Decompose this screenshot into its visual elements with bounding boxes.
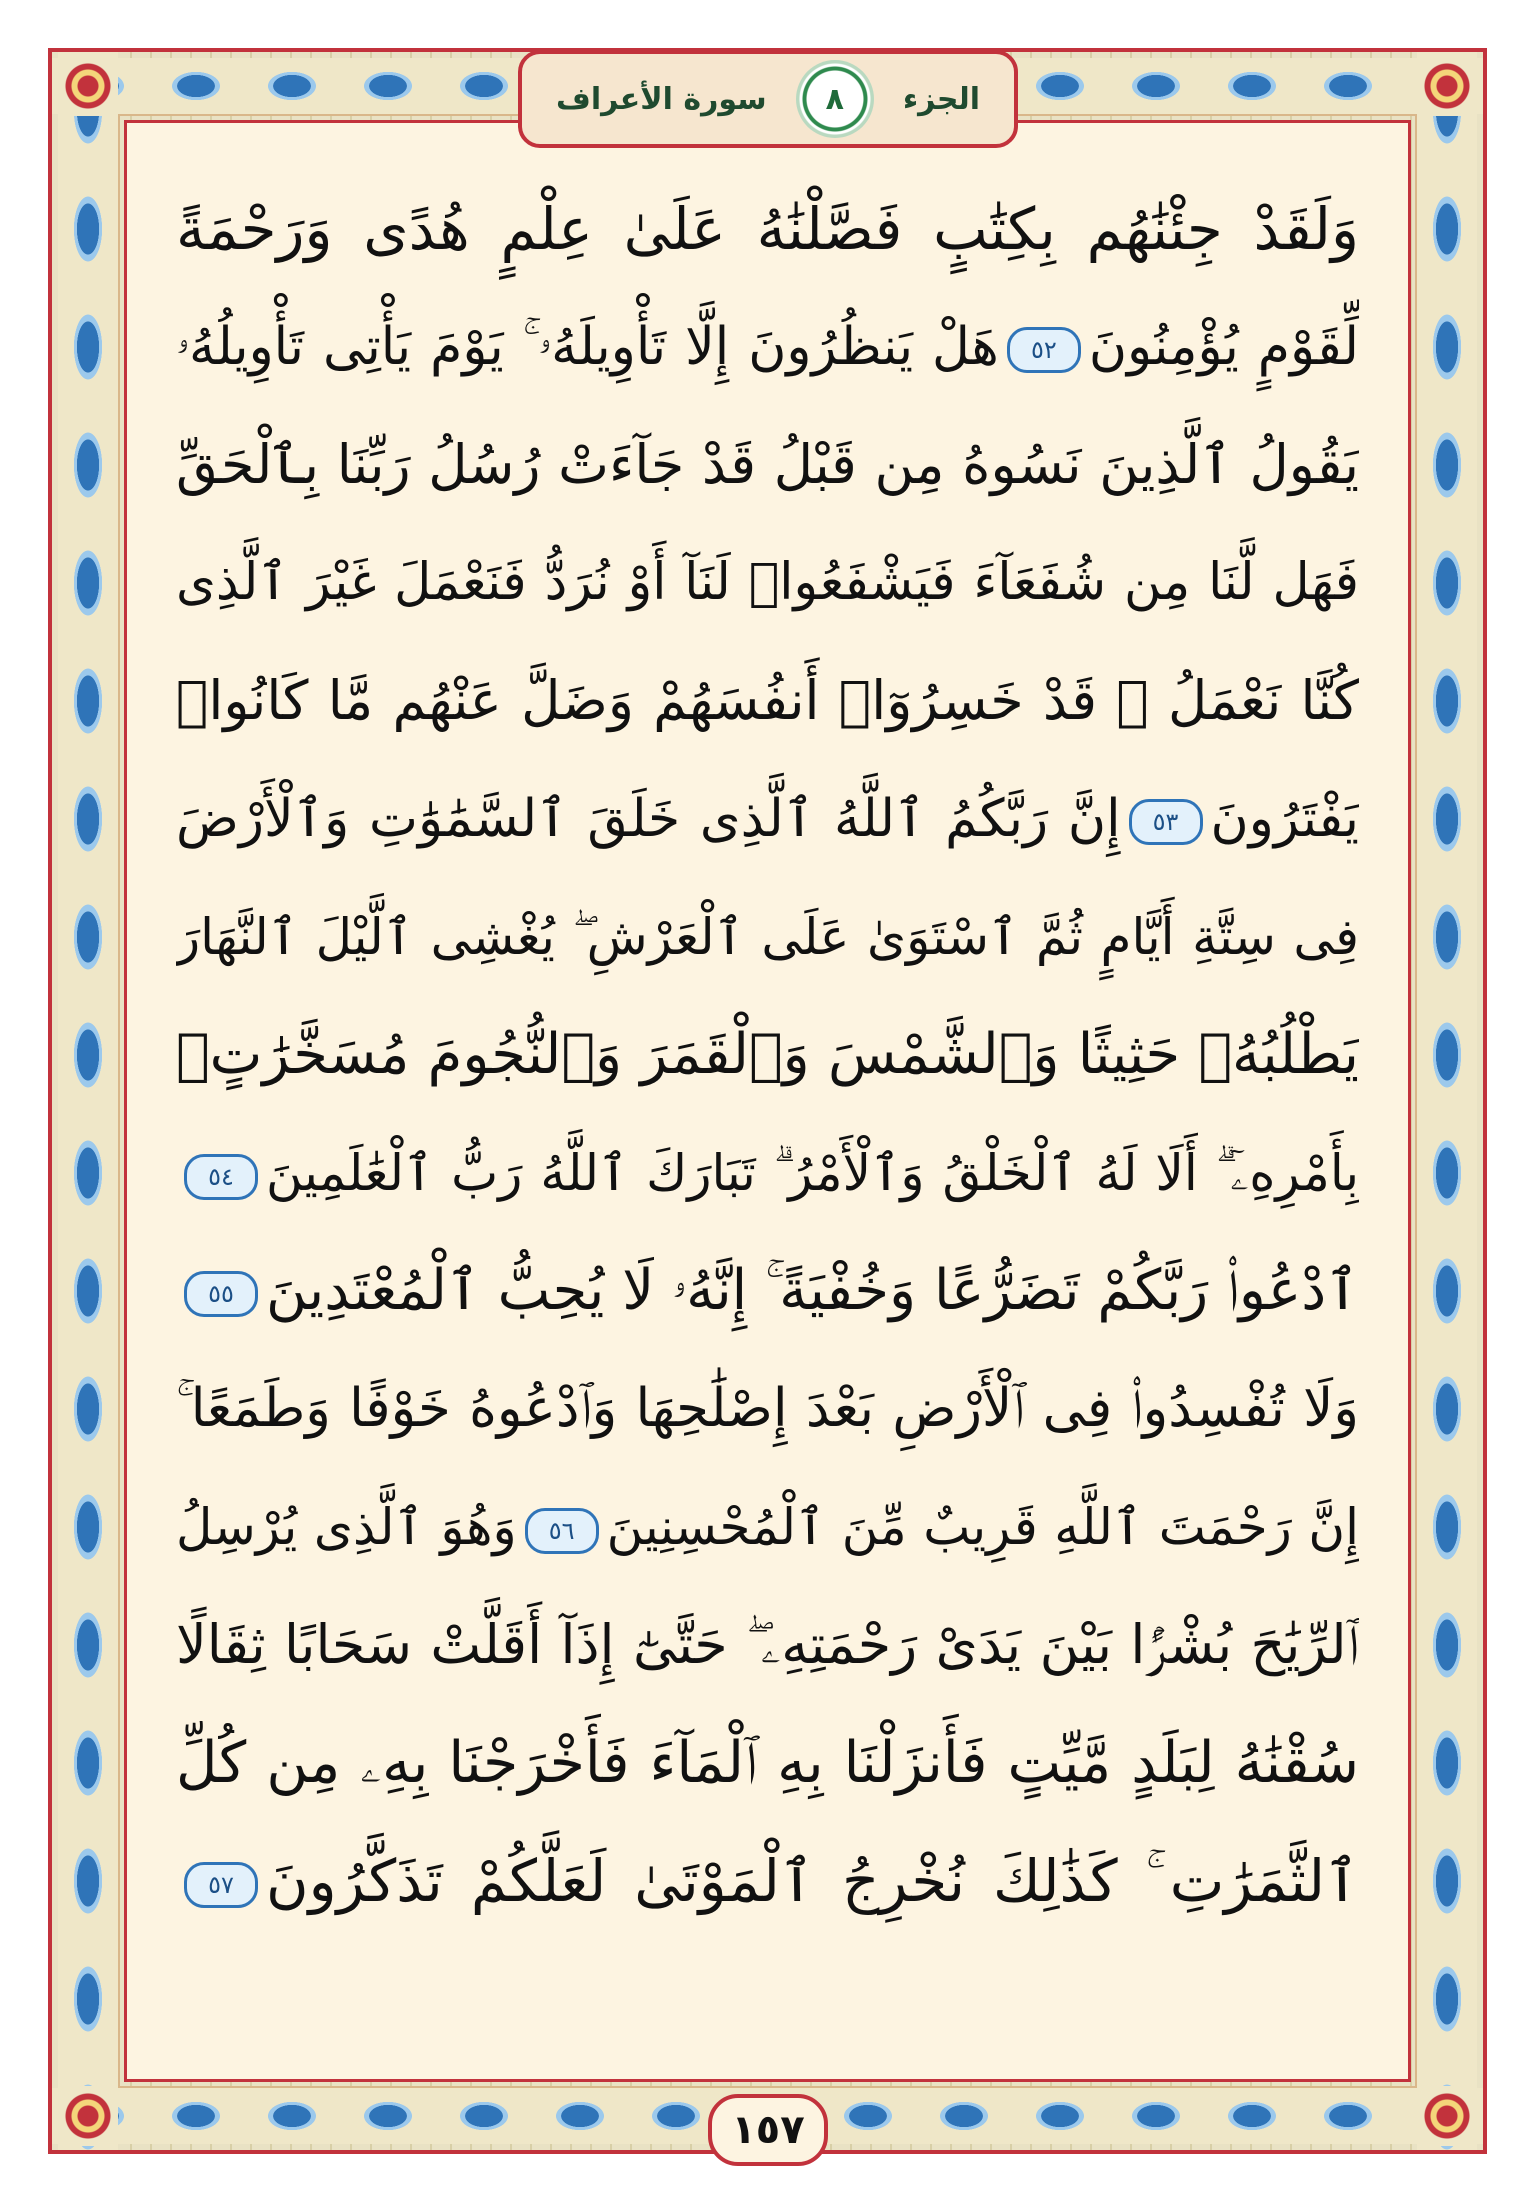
ayah-marker: ٥٥ [184,1271,258,1317]
verse-line: إِنَّ رَحْمَتَ ٱللَّهِ قَرِيبٌ مِّنَ ٱلْمُحْسِنِينَ٥٦وَهُوَ ٱلَّذِى يُرْسِلُ [176,1498,1359,1556]
frame-band-left [58,52,118,2150]
page-header [518,50,1018,148]
verse-line: سُقْنَٰهُ لِبَلَدٍ مَّيِّتٍ فَأَنزَلْنَا بِهِ ٱلْمَآءَ فَأَخْرَجْنَا بِهِۦ مِن كُلِّ [176,1730,1359,1796]
verse-line: بِأَمْرِهِۦٓ ۗ أَلَا لَهُ ٱلْخَلْقُ وَٱلْأَمْرُ ۗ تَبَارَكَ ٱللَّهُ رَبُّ ٱلْعَٰلَمِينَ٥٤ [176,1114,1359,1232]
ayah-marker: ٥٤ [184,1154,258,1200]
verse-line: وَلَقَدْ جِئْنَٰهُم بِكِتَٰبٍ فَصَّلْنَٰهُ عَلَىٰ عِلْمٍ هُدًى وَرَحْمَةً [176,195,1359,263]
verse-line: لِّقَوْمٍ يُؤْمِنُونَ٥٢هَلْ يَنظُرُونَ إِلَّا تَأْوِيلَهُۥ ۚ يَوْمَ يَأْتِى تَأْوِيلُهُۥ [176,317,1359,377]
surah-name: سورة الأعراف [556,81,767,117]
verse-line: ٱدْعُوا۟ رَبَّكُمْ تَضَرُّعًا وَخُفْيَةً ۚ إِنَّهُۥ لَا يُحِبُّ ٱلْمُعْتَدِينَ٥٥ [176,1232,1359,1350]
verse-line: ٱلثَّمَرَٰتِ ۚ كَذَٰلِكَ نُخْرِجُ ٱلْمَوْتَىٰ لَعَلَّكُمْ تَذَكَّرُونَ٥٧ [176,1822,1359,1940]
corner-rosette-icon [58,2086,118,2146]
juz-medallion-icon [796,60,874,138]
verse-line: يَفْتَرُونَ٥٣إِنَّ رَبَّكُمُ ٱللَّهُ ٱلَّذِى خَلَقَ ٱلسَّمَٰوَٰتِ وَٱلْأَرْضَ [176,789,1359,849]
verse-line: يَطْلُبُهُۥ حَثِيثًا وَٱلشَّمْسَ وَٱلْقَمَرَ وَٱلنُّجُومَ مُسَخَّرَٰتٍۭ [176,1022,1359,1087]
verse-line: وَلَا تُفْسِدُوا۟ فِى ٱلْأَرْضِ بَعْدَ إِصْلَٰحِهَا وَٱدْعُوهُ خَوْفًا وَطَمَعًا ۚ [176,1378,1359,1439]
corner-rosette-icon [1417,56,1477,116]
verse-line: كُنَّا نَعْمَلُ ۚ قَدْ خَسِرُوٓا۟ أَنفُسَهُمْ وَضَلَّ عَنْهُم مَّا كَانُوا۟ [176,669,1359,732]
verse-line: فَهَل لَّنَا مِن شُفَعَآءَ فَيَشْفَعُوا۟ لَنَآ أَوْ نُرَدُّ فَنَعْمَلَ غَيْرَ ٱلَّذِى [176,553,1359,612]
ayah-marker: ٥٢ [1007,327,1081,373]
verse-line: ٱلرِّيَٰحَ بُشْرًۢا بَيْنَ يَدَىْ رَحْمَتِهِۦ ۖ حَتَّىٰٓ إِذَآ أَقَلَّتْ سَحَابًا ثِقَالًا [176,1613,1359,1676]
verse-line: فِى سِتَّةِ أَيَّامٍ ثُمَّ ٱسْتَوَىٰ عَلَى ٱلْعَرْشِ ۖ يُغْشِى ٱلَّيْلَ ٱلنَّهَارَ [176,908,1359,966]
juz-number: ٨ [825,81,844,117]
corner-rosette-icon [58,56,118,116]
verse-line: يَقُولُ ٱلَّذِينَ نَسُوهُ مِن قَبْلُ قَدْ جَآءَتْ رُسُلُ رَبِّنَا بِٱلْحَقِّ [176,433,1359,496]
verse-lines [176,170,1359,1940]
page-number: ١٥٧ [708,2094,828,2166]
juz-label: الجزء [902,81,980,117]
frame-band-right [1417,52,1477,2150]
ayah-marker: ٥٣ [1129,799,1203,845]
ayah-marker: ٥٦ [525,1508,599,1554]
corner-rosette-icon [1417,2086,1477,2146]
ayah-marker: ٥٧ [184,1862,258,1908]
